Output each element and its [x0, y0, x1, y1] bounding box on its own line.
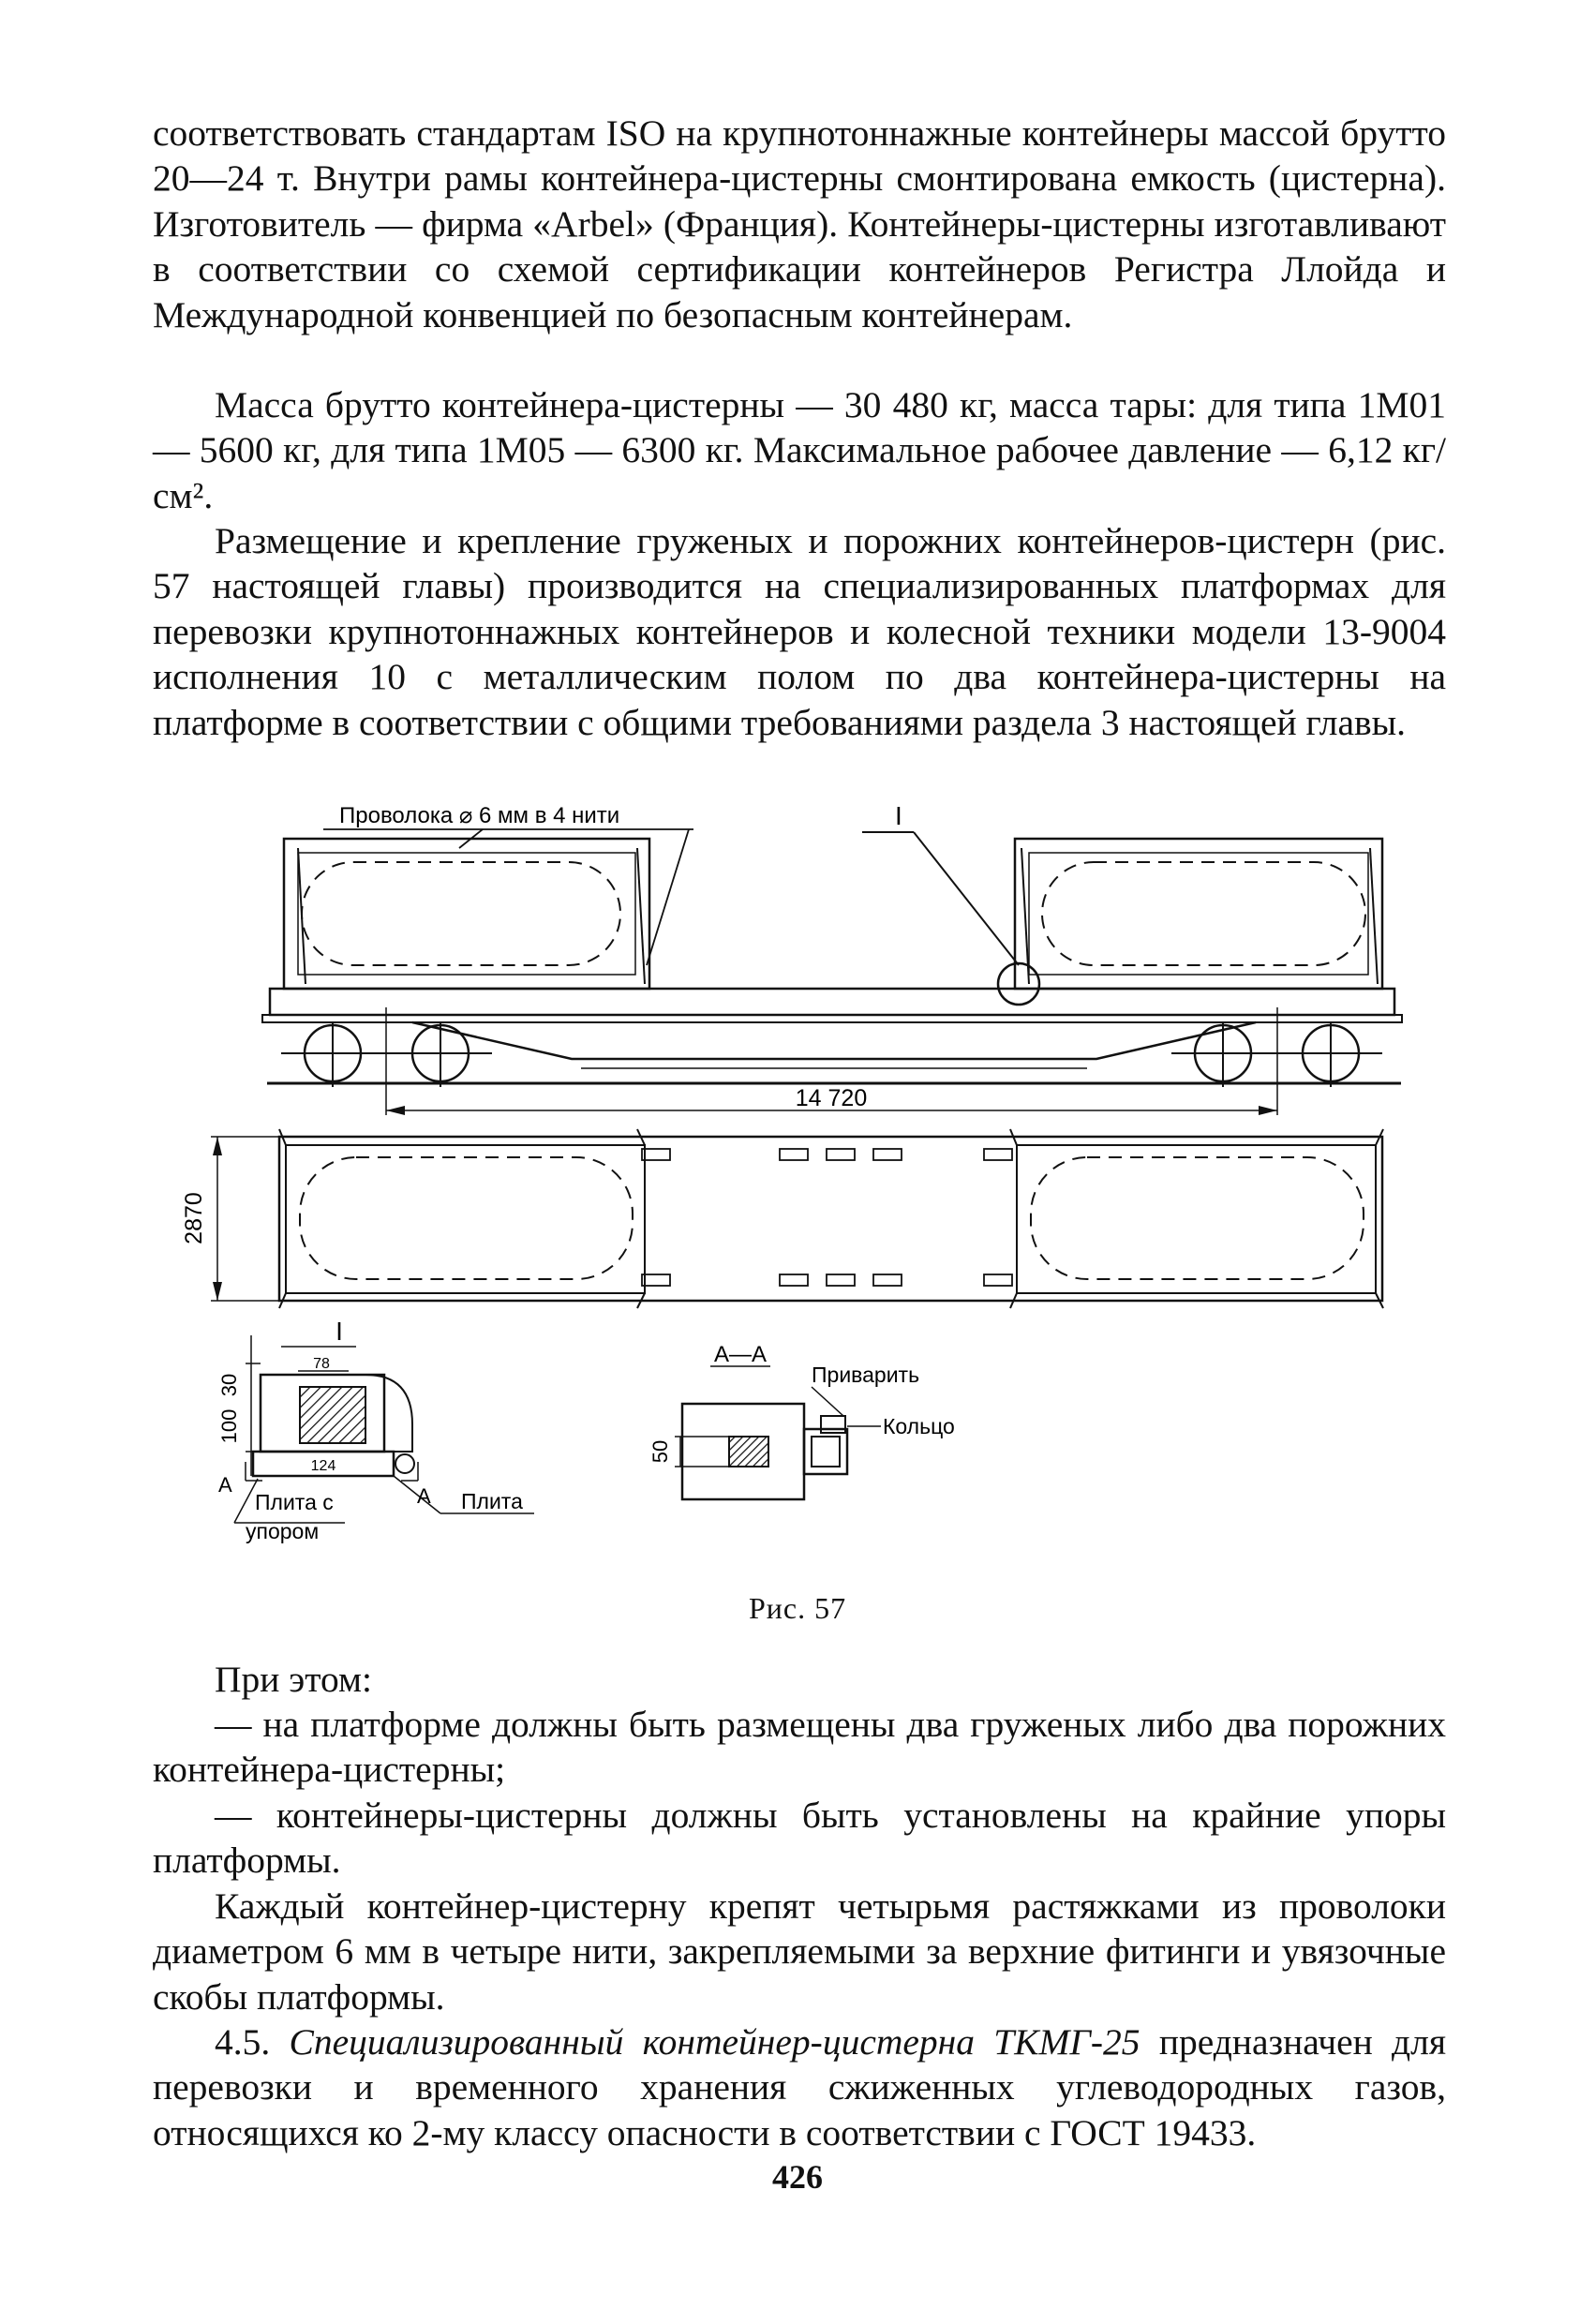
- dim-100: 100: [217, 1408, 241, 1444]
- section-mark-a-right: A: [417, 1484, 431, 1508]
- section-body-text: предназначен для перевозки и временного хранения сжиженных углеводородных газов, относящихся ко 2-му классу опасности в соответствии с ГОСТ 19433.: [153, 2021, 1447, 2153]
- label-ring: Кольцо: [883, 1414, 955, 1438]
- label-plate-with-stop-line1: Плита с: [255, 1490, 334, 1514]
- dim-50: 50: [648, 1439, 672, 1464]
- dim-124: 124: [310, 1458, 336, 1474]
- right-tank-outline: [1042, 862, 1365, 965]
- section-title: А—А: [713, 1342, 768, 1367]
- left-container-plan: [286, 1145, 645, 1293]
- section-number: 4.5.: [215, 2021, 271, 2063]
- detail-marker-circle: [998, 963, 1039, 1005]
- dim-78: 78: [313, 1356, 330, 1372]
- left-tank-outline: [302, 862, 620, 965]
- paragraph-2: Масса брутто контейнера-цистерны — 30 480 кг, масса тары: для типа 1М01 — 5600 кг, для типа 1М05 — 6300 кг. Максимальное рабочее давление — 6,12 кг/см².: [153, 384, 1446, 516]
- wire-label: Проволока ⌀ 6 мм в 4 нити: [339, 803, 620, 828]
- label-weld: Приварить: [812, 1363, 920, 1387]
- figure-57-drawing: [0, 787, 1595, 1584]
- paragraph-4: При этом:: [215, 1659, 372, 1700]
- paragraph-6: — контейнеры-цистерны должны быть установлены на крайние упоры платформы.: [153, 1795, 1446, 1882]
- right-container-plan: [1017, 1145, 1376, 1293]
- detail-title: I: [335, 1317, 343, 1346]
- label-plate: Плита: [461, 1489, 523, 1513]
- length-dimension: 14 720: [795, 1085, 868, 1111]
- figure-caption: Рис. 57: [748, 1591, 847, 1625]
- paragraph-8: [153, 2019, 1446, 2155]
- section-mark-a-left: A: [218, 1473, 232, 1497]
- dim-30: 30: [217, 1373, 241, 1397]
- label-plate-with-stop-line2: упором: [246, 1519, 320, 1543]
- platform-plan: [279, 1137, 1382, 1301]
- platform-deck: [270, 989, 1394, 1015]
- paragraph-3: Размещение и крепление груженых и порожних контейнеров-цистерн (рис. 57 настоящей главы) производится на специализированных платформах для перевозки крупнотоннажных контейнеров и колесной техники модели 13-9004 исполнения 10 с металлическим полом по два контейнера-цистерны на платформе в соответствии с общими требованиями раздела 3 настоящей главы.: [153, 520, 1446, 743]
- width-dimension: 2870: [181, 1192, 207, 1244]
- section-title-italic: Специализированный контейнер-цистерна ТКМГ-25: [289, 2021, 1140, 2063]
- paragraph-1: соответствовать стандартам ISO на крупнотоннажные контейнеры массой брутто 20—24 т. Внутри рамы контейнера-цистерны смонтирована емкость (цистерна). Изготовитель — фирма «Arbel» (Франция). Контейнеры-цистерны изготавливают в соответствии со схемой сертификации контейнеров Регистра Ллойда и Международной конвенцией по безопасным контейнерам.: [153, 112, 1446, 335]
- detail-ref-label: I: [895, 801, 902, 830]
- page-number: 426: [772, 2158, 823, 2196]
- paragraph-5: — на платформе должны быть размещены два груженых либо два порожних контейнера-цистерны;: [153, 1704, 1446, 1791]
- paragraph-7: Каждый контейнер-цистерну крепят четырьмя растяжками из проволоки диаметром 6 мм в четыре нити, закрепляемыми за верхние фитинги и увязочные скобы платформы.: [153, 1885, 1446, 2018]
